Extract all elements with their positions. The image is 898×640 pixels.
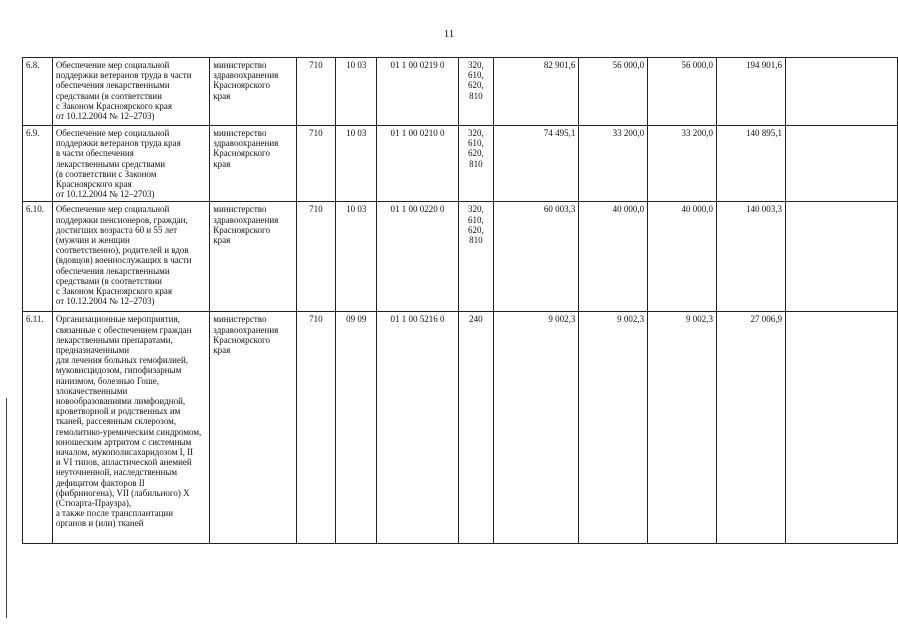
expense-type-codes: 320, 610, 620, 810 [458,126,494,202]
row-number: 6.9. [23,126,53,202]
amount-year-3: 56 000,0 [648,58,717,126]
measure-description: Обеспечение мер социальной поддержки ветеранов труда в части обеспечения лекарственными средствами (в соответствии с Законом Красноярского края от 10.12.2004 № 12–2703) [52,58,209,126]
amount-year-1: 74 495,1 [494,126,579,202]
table-row [23,202,898,312]
amount-total: 140 003,3 [717,202,786,312]
amount-year-1: 60 003,3 [494,202,579,312]
budget-table [22,57,898,544]
empty-cell [785,126,897,202]
grbs-code: 710 [296,58,335,126]
executor-name: министерство здравоохранения Красноярского края [210,58,296,126]
section-code: 10 03 [336,58,377,126]
empty-cell [785,312,897,544]
target-article-code: 01 1 00 0220 0 [377,202,458,312]
table-row [23,312,898,544]
grbs-code: 710 [296,126,335,202]
executor-name: министерство здравоохранения Красноярского края [210,202,296,312]
margin-line [6,398,7,618]
row-number: 6.11. [23,312,53,544]
executor-name: министерство здравоохранения Красноярского края [210,312,296,544]
amount-year-3: 40 000,0 [648,202,717,312]
expense-type-codes: 320, 610, 620, 810 [458,58,494,126]
amount-year-1: 9 002,3 [494,312,579,544]
grbs-code: 710 [296,312,335,544]
section-code: 10 03 [336,126,377,202]
target-article-code: 01 1 00 5216 0 [377,312,458,544]
amount-year-2: 33 200,0 [579,126,648,202]
section-code: 09 09 [336,312,377,544]
target-article-code: 01 1 00 0210 0 [377,126,458,202]
table-row [23,58,898,126]
amount-year-2: 9 002,3 [579,312,648,544]
page-number: 11 [443,28,455,40]
empty-cell [785,58,897,126]
amount-year-2: 56 000,0 [579,58,648,126]
row-number: 6.8. [23,58,53,126]
amount-total: 194 901,6 [717,58,786,126]
expense-type-codes: 320, 610, 620, 810 [458,202,494,312]
measure-description: Обеспечение мер социальной поддержки ветеранов труда края в части обеспечения лекарственными средствами (в соответствии с Законом Красноярского края от 10.12.2004 № 12–2703) [52,126,209,202]
target-article-code: 01 1 00 0219 0 [377,58,458,126]
row-number: 6.10. [23,202,53,312]
measure-description: Организационные мероприятия, связанные с обеспечением граждан лекарственными препаратами, предназначенными для лечения больных гемофилией, муковисцидозом, гипофизарным нанизмом, болезнью Гоше, злокачественными новообразованиями лимфоидной, кроветворной и родственных им тканей, рассеянным склерозом, гемолитико-уремическим синдромом, юношеским артритом с системным началом, мукополисахаридозом I, II и VI типов, апластической анемией неуточненной, наследственным дефицитом факторов II (фибриногена), VII (лабильного) X (Стюарта-Праузра), а также после трансплантации органов и (или) тканей [52,312,209,544]
amount-total: 27 006,9 [717,312,786,544]
section-code: 10 03 [336,202,377,312]
table-row [23,126,898,202]
amount-year-2: 40 000,0 [579,202,648,312]
measure-description: Обеспечение мер социальной поддержки пенсионеров, граждан, достигших возраста 60 и 55 лет (мужчин и женщин соответственно), родителей и вдов (вдовцов) военнослужащих в части обеспечения лекарственными средствами (в соответствии с Законом Красноярского края от 10.12.2004 № 12–2703) [52,202,209,312]
amount-total: 140 895,1 [717,126,786,202]
expense-type-codes: 240 [458,312,494,544]
empty-cell [785,202,897,312]
amount-year-1: 82 901,6 [494,58,579,126]
executor-name: министерство здравоохранения Красноярского края [210,126,296,202]
amount-year-3: 9 002,3 [648,312,717,544]
grbs-code: 710 [296,202,335,312]
amount-year-3: 33 200,0 [648,126,717,202]
